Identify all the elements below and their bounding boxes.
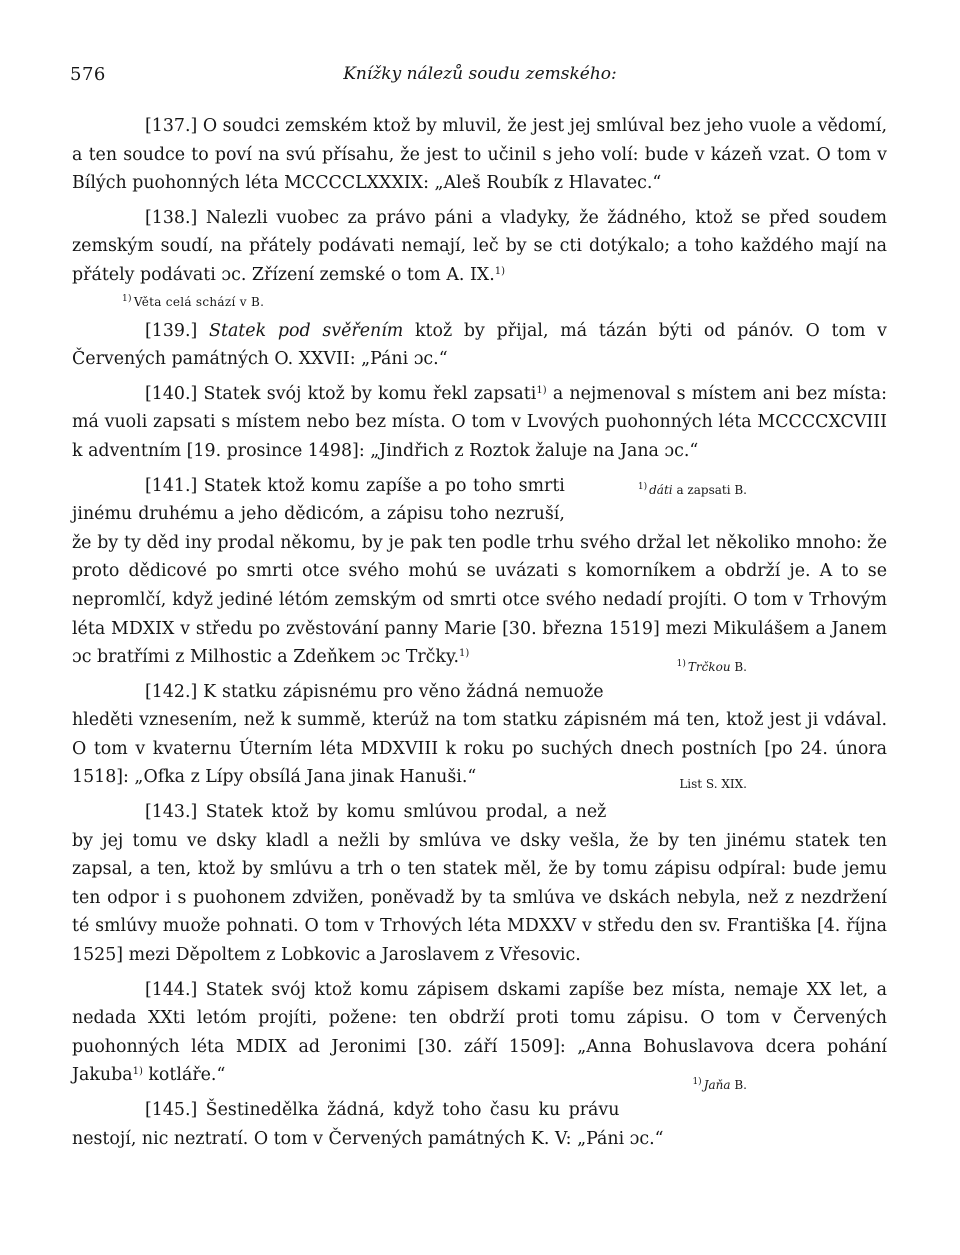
paragraph-number: [140.] bbox=[145, 383, 198, 404]
paragraph-italic-text: Statek pod svěřením bbox=[197, 320, 404, 341]
footnote-italic: Jaňa bbox=[703, 1078, 731, 1093]
paragraph-text: a nejmenoval s místem ani bez místa: má vuoli zapsati s místem nebo bez místa. O tom v Lvových puohonných léta MCCCCXCVIII k adventním [19. prosince 1498]: „Jindřich z Roztok žaluje na Jana ɔc.“ bbox=[72, 383, 887, 461]
paragraph-143 bbox=[72, 798, 887, 970]
paragraph-138 bbox=[72, 204, 887, 290]
footnote-ref: 1) bbox=[494, 265, 505, 277]
paragraph-number: [142.] bbox=[145, 681, 198, 702]
paragraph-text: O soudci zemském ktož by mluvil, že jest jej smlúval bez jeho vuole a vědomí, a ten soudce to poví na svú přísahu, že jest to učinil s jeho volí: bude v kázeň vzat. O tom v Bílých puohonných léta MCCCCLXXXIX: „Aleš Roubík z Hlavatec.“ bbox=[72, 116, 887, 194]
page-header bbox=[70, 60, 890, 90]
paragraph-number: [141.] bbox=[145, 475, 198, 496]
paragraph-text: Nalezli vuobec za právo páni a vladyky, že žádného, ktož se před soudem zemským soudí, na přátely podávati nemají, leč by se cti dotýkalo; a toho každého mají na přátely podávati ɔc. Zřízení zemské o tom A. IX. bbox=[72, 207, 887, 285]
footnote-mark: 1) bbox=[676, 659, 686, 670]
inline-footnote bbox=[619, 1068, 747, 1100]
footnote-mark: 1) bbox=[122, 293, 132, 304]
paragraph-text: K statku zápisnému pro věno žádná nemuože hleděti vznesením, než k summě, kterúž na tom statku zápisném má ten, ktož jest ji vdával. O tom v kvaternu Úterním léta MDXVIII k roku po suchých dnech postních [po 24. února 1518]: „Ofka z Lípy obsílá Jana jinak Hanuši.“ bbox=[72, 681, 887, 788]
paragraph-text: Statek svój ktož komu zápisem dskami zapíše bez místa, nemaje XX let, a nedada XXti letóm projíti, požene: ten obdrží proti tomu zápisu. O tom v Červených puohonných léta MDIX ad Jeronimi [30. září 1509]: „Anna Bohuslavova dcera pohání Jakuba bbox=[72, 979, 887, 1086]
footnote-italic: Trčkou bbox=[687, 660, 731, 675]
margin-note: List S. XIX. bbox=[679, 777, 747, 792]
paragraph-142 bbox=[72, 678, 887, 792]
footnote-italic: dáti bbox=[649, 482, 673, 497]
footnote-text: B. bbox=[730, 1078, 747, 1093]
paragraph-text: Statek svój ktož by komu řekl zapsati bbox=[197, 383, 537, 404]
paragraph-text: Šestinedělka žádná, když toho času ku právu nestojí, nic neztratí. O tom v Červených památných K. V: „Páni ɔc.“ bbox=[72, 1100, 664, 1149]
paragraph-number: [145.] bbox=[145, 1100, 198, 1120]
paragraph-144 bbox=[72, 976, 887, 1093]
footnote-text: Věta celá schází v B. bbox=[133, 294, 265, 309]
paragraph-text: ktož by přijal, má tázán býti od pánóv. O tom v Červených památných O. XXVII: „Páni ɔc.“ bbox=[72, 320, 887, 370]
paragraph-145 bbox=[72, 1096, 887, 1153]
inline-footnote bbox=[604, 650, 747, 682]
paragraph-text: kotláře.“ bbox=[142, 1065, 226, 1086]
page-body bbox=[72, 112, 887, 1153]
paragraph-141 bbox=[72, 472, 887, 675]
paragraph-number: [138.] bbox=[145, 207, 198, 228]
paragraph-text: Statek ktož komu zapíše a po toho smrti jinému druhému a jeho dědicóm, a zápisu toho nezruší, že by ty děd iny prodal někomu, by je pak ten podle trhu svého držal let několiko mnoho: že proto dědicové po smrti otce svého mohú se uvázati s komorníkem a obdrží je. A to se nepromlčí, když jediné létóm zemským od smrti otce svého nedadí projíti. O tom v Trhovým léta MDXIX v středu po zvěstování panny Marie [30. března 1519] mezi Mikulášem a Janem ɔc bratřími z Milhostic a Zdeňkem ɔc Trčky. bbox=[72, 475, 887, 668]
footnote-ref: 1) bbox=[459, 648, 470, 660]
footnote-ref: 1) bbox=[132, 1066, 143, 1078]
paragraph-number: [144.] bbox=[145, 979, 198, 1000]
inline-footnote bbox=[565, 473, 747, 505]
paragraph-number: [139.] bbox=[145, 320, 198, 341]
paragraph-137 bbox=[72, 112, 887, 198]
paragraph-139 bbox=[72, 317, 887, 374]
running-head: Knížky nálezů soudu zemského: bbox=[343, 64, 617, 84]
footnote bbox=[122, 290, 887, 311]
footnote-mark: 1) bbox=[692, 1077, 702, 1088]
footnote-text: a zapsati B. bbox=[672, 482, 747, 497]
page-number: 576 bbox=[70, 64, 106, 85]
paragraph-text: Statek ktož by komu smlúvou prodal, a než by jej tomu ve dsky kladl a nežli by smlúva ve dsky vešla, že by ten jinému statek ten zapsal, a ten, ktož by smlúvu a trh o ten statek měl, že by tomu zápisu odpíral: bude jemu ten odpor i s puohonem zdvižen, poněvadž by ta smlúva ve dskách nebyla, než z nezdržení té smlúvy muože pohnati. O tom v Trhových léta MDXXV v středu den sv. Františka [4. října 1525] mezi Děpoltem z Lobkovic a Jaroslavem z Vřesovic. bbox=[72, 802, 887, 966]
footnote-mark: 1) bbox=[637, 481, 648, 492]
footnote-text: B. bbox=[730, 660, 747, 675]
paragraph-number: [143.] bbox=[145, 802, 198, 823]
footnote-ref: 1) bbox=[536, 384, 547, 396]
paragraph-number: [137.] bbox=[145, 116, 198, 136]
